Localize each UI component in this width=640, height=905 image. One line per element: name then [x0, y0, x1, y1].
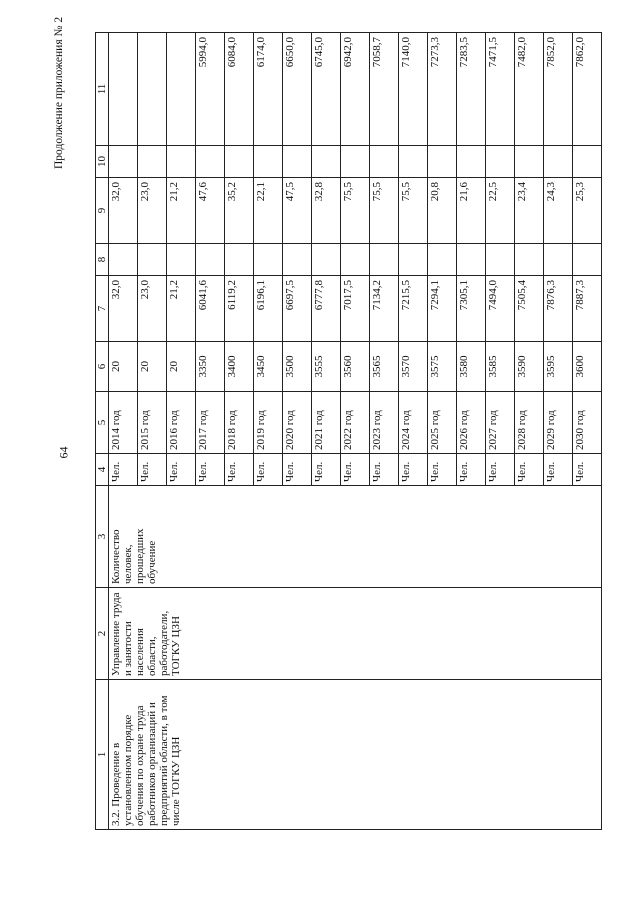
cell-year: 2030 год: [573, 392, 602, 454]
cell-c6: 20: [167, 342, 196, 392]
cell-unit: Чел.: [196, 454, 225, 486]
header-col-11: 11: [96, 33, 109, 146]
cell-c7: 7294,1: [428, 276, 457, 342]
cell-c9: 47,6: [196, 178, 225, 244]
cell-c10: [196, 146, 225, 178]
cell-c10: [254, 146, 283, 178]
cell-year: 2018 год: [225, 392, 254, 454]
cell-c8: [283, 244, 312, 276]
cell-c7: 7876,3: [544, 276, 573, 342]
cell-c10: [515, 146, 544, 178]
cell-c10: [283, 146, 312, 178]
cell-unit: Чел.: [573, 454, 602, 486]
cell-unit: Чел.: [370, 454, 399, 486]
cell-c9: 22,1: [254, 178, 283, 244]
header-col-7: 7: [96, 276, 109, 342]
cell-c8: [515, 244, 544, 276]
cell-c9: 75,5: [399, 178, 428, 244]
cell-unit: Чел.: [225, 454, 254, 486]
cell-c10: [370, 146, 399, 178]
cell-c10: [341, 146, 370, 178]
cell-c7: 7887,3: [573, 276, 602, 342]
cell-c11: 6745,0: [312, 33, 341, 146]
table-rotated-wrapper: [95, 33, 586, 830]
cell-c10: [167, 146, 196, 178]
header-col-6: 6: [96, 342, 109, 392]
cell-c11: [138, 33, 167, 146]
cell-c10: [573, 146, 602, 178]
cell-c9: 24,3: [544, 178, 573, 244]
cell-c10: [486, 146, 515, 178]
table-body: [109, 33, 602, 830]
cell-c11: 5994,0: [196, 33, 225, 146]
cell-c10: [428, 146, 457, 178]
cell-year: 2022 год: [341, 392, 370, 454]
cell-c7: 21,2: [167, 276, 196, 342]
page-number: 64: [56, 446, 71, 459]
cell-year: 2023 год: [370, 392, 399, 454]
cell-year: 2024 год: [399, 392, 428, 454]
cell-c8: [138, 244, 167, 276]
cell-c8: [573, 244, 602, 276]
cell-c9: 47,5: [283, 178, 312, 244]
cell-unit: Чел.: [283, 454, 312, 486]
cell-c8: [341, 244, 370, 276]
cell-c7: 7215,5: [399, 276, 428, 342]
cell-c11: 7273,3: [428, 33, 457, 146]
cell-c8: [109, 244, 138, 276]
cell-unit: Чел.: [109, 454, 138, 486]
cell-c8: [225, 244, 254, 276]
header-row: [96, 33, 109, 830]
cell-c11: [167, 33, 196, 146]
cell-c11: 7852,0: [544, 33, 573, 146]
header-col-8: 8: [96, 244, 109, 276]
cell-c6: 3575: [428, 342, 457, 392]
cell-unit: Чел.: [312, 454, 341, 486]
cell-c9: 23,0: [138, 178, 167, 244]
cell-unit: Чел.: [254, 454, 283, 486]
cell-c6: 3350: [196, 342, 225, 392]
cell-c6: 3590: [515, 342, 544, 392]
cell-c9: 21,6: [457, 178, 486, 244]
cell-c6: 3595: [544, 342, 573, 392]
cell-year: 2029 год: [544, 392, 573, 454]
responsible-cell: Управление труда и занятости населения области, работодатели, ТОГКУ ЦЗН: [109, 588, 602, 680]
cell-year: 2015 год: [138, 392, 167, 454]
cell-c9: 25,3: [573, 178, 602, 244]
cell-c9: 21,2: [167, 178, 196, 244]
header-col-5: 5: [96, 392, 109, 454]
program-table: [95, 32, 602, 830]
cell-c10: [225, 146, 254, 178]
cell-c6: 3580: [457, 342, 486, 392]
cell-c7: 6119,2: [225, 276, 254, 342]
cell-c10: [399, 146, 428, 178]
cell-c8: [486, 244, 515, 276]
cell-c8: [399, 244, 428, 276]
cell-c8: [196, 244, 225, 276]
table-inner: [95, 33, 586, 830]
cell-c10: [138, 146, 167, 178]
cell-c7: 32,0: [109, 276, 138, 342]
cell-c8: [370, 244, 399, 276]
cell-year: 2019 год: [254, 392, 283, 454]
cell-c10: [312, 146, 341, 178]
cell-c8: [312, 244, 341, 276]
cell-year: 2020 год: [283, 392, 312, 454]
cell-c9: 32,0: [109, 178, 138, 244]
activity-cell: 3.2. Проведение в установленном порядке обучения по охране труда работников организаций и предприятий области, в том числе ТОГКУ ЦЗН: [109, 680, 602, 830]
cell-unit: Чел.: [486, 454, 515, 486]
cell-year: 2026 год: [457, 392, 486, 454]
cell-c9: 32,8: [312, 178, 341, 244]
cell-c8: [457, 244, 486, 276]
cell-c6: 3450: [254, 342, 283, 392]
cell-c11: 6942,0: [341, 33, 370, 146]
cell-c6: 3600: [573, 342, 602, 392]
cell-year: 2014 год: [109, 392, 138, 454]
cell-c11: 6084,0: [225, 33, 254, 146]
cell-c9: 22,5: [486, 178, 515, 244]
cell-c6: 20: [109, 342, 138, 392]
indicator-cell: Количество человек, прошедших обучение: [109, 486, 602, 588]
cell-year: 2025 год: [428, 392, 457, 454]
cell-c7: 23,0: [138, 276, 167, 342]
cell-c11: 7283,5: [457, 33, 486, 146]
cell-c11: 7140,0: [399, 33, 428, 146]
header-col-9: 9: [96, 178, 109, 244]
cell-c11: 6650,0: [283, 33, 312, 146]
cell-c6: 3585: [486, 342, 515, 392]
cell-c10: [457, 146, 486, 178]
cell-c7: 7017,5: [341, 276, 370, 342]
cell-c9: 75,5: [370, 178, 399, 244]
cell-c9: 20,8: [428, 178, 457, 244]
cell-unit: Чел.: [341, 454, 370, 486]
header-col-10: 10: [96, 146, 109, 178]
cell-c6: 3555: [312, 342, 341, 392]
cell-c8: [254, 244, 283, 276]
cell-c7: 7134,2: [370, 276, 399, 342]
cell-unit: Чел.: [167, 454, 196, 486]
header-col-1: 1: [96, 680, 109, 830]
cell-c11: [109, 33, 138, 146]
cell-c7: 7494,0: [486, 276, 515, 342]
cell-c6: 3500: [283, 342, 312, 392]
cell-year: 2017 год: [196, 392, 225, 454]
cell-year: 2027 год: [486, 392, 515, 454]
cell-unit: Чел.: [428, 454, 457, 486]
header-col-3: 3: [96, 486, 109, 588]
cell-c11: 7862,0: [573, 33, 602, 146]
cell-unit: Чел.: [544, 454, 573, 486]
cell-c10: [544, 146, 573, 178]
cell-c7: 7305,1: [457, 276, 486, 342]
cell-year: 2016 год: [167, 392, 196, 454]
cell-c7: 7505,4: [515, 276, 544, 342]
cell-c6: 3400: [225, 342, 254, 392]
cell-c8: [428, 244, 457, 276]
appendix-continuation-note: Продолжение приложения № 2: [53, 16, 65, 169]
cell-c6: 3565: [370, 342, 399, 392]
cell-c11: 6174,0: [254, 33, 283, 146]
cell-unit: Чел.: [138, 454, 167, 486]
cell-unit: Чел.: [399, 454, 428, 486]
cell-c7: 6777,8: [312, 276, 341, 342]
cell-c9: 75,5: [341, 178, 370, 244]
header-col-2: 2: [96, 588, 109, 680]
cell-c7: 6196,1: [254, 276, 283, 342]
header-col-4: 4: [96, 454, 109, 486]
cell-c11: 7058,7: [370, 33, 399, 146]
cell-unit: Чел.: [457, 454, 486, 486]
cell-year: 2028 год: [515, 392, 544, 454]
cell-c9: 35,2: [225, 178, 254, 244]
cell-c8: [544, 244, 573, 276]
cell-c8: [167, 244, 196, 276]
cell-c7: 6697,5: [283, 276, 312, 342]
table-row: [109, 33, 138, 830]
cell-c7: 6041,6: [196, 276, 225, 342]
cell-c6: 3560: [341, 342, 370, 392]
cell-c6: 3570: [399, 342, 428, 392]
cell-c10: [109, 146, 138, 178]
cell-c9: 23,4: [515, 178, 544, 244]
cell-year: 2021 год: [312, 392, 341, 454]
cell-unit: Чел.: [515, 454, 544, 486]
cell-c11: 7471,5: [486, 33, 515, 146]
cell-c11: 7482,0: [515, 33, 544, 146]
cell-c6: 20: [138, 342, 167, 392]
